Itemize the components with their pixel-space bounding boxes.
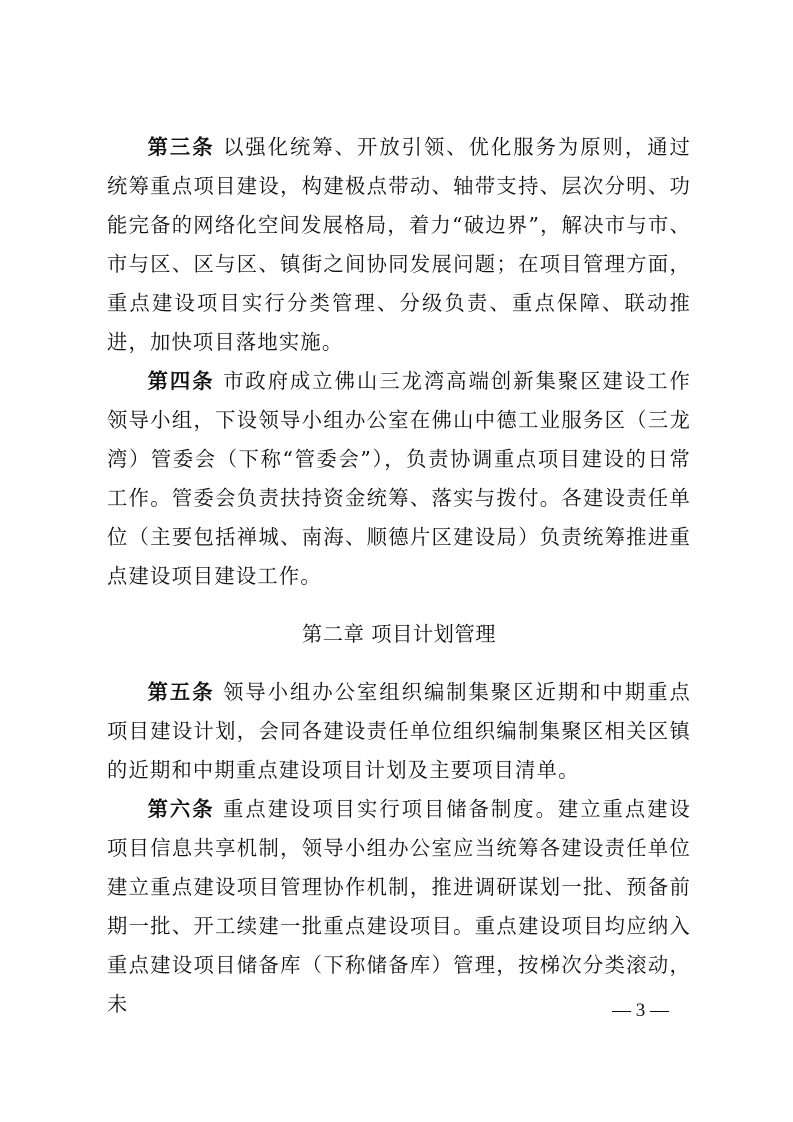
article-text: 领导小组办公室组织编制集聚区近期和中期重点项目建设计划，会同各建设责任单位组织编制集聚区相关区镇的近期和中期重点建设项目计划及主要项目清单。 (107, 680, 691, 782)
article-4 (107, 362, 691, 596)
article-label: 第三条 (147, 135, 215, 159)
article-label: 第六条 (147, 797, 215, 821)
article-text: 重点建设项目实行项目储备制度。建立重点建设项目信息共享机制，领导小组办公室应当统筹各建设责任单位建立重点建设项目管理协作机制，推进调研谋划一批、预备前期一批、开工续建一批重点建设项目。重点建设项目均应纳入重点建设项目储备库（下称储备库）管理，按梯次分类滚动，未 (107, 797, 691, 1016)
article-5 (107, 673, 691, 790)
article-label: 第五条 (147, 680, 215, 704)
page-number: — 3 — (612, 1000, 669, 1021)
page-content (107, 128, 691, 1024)
article-label: 第四条 (147, 369, 215, 393)
article-text: 市政府成立佛山三龙湾高端创新集聚区建设工作领导小组，下设领导小组办公室在佛山中德工业服务区（三龙湾）管委会（下称“管委会”），负责协调重点项目建设的日常工作。管委会负责扶持资金统筹、落实与拨付。各建设责任单位（主要包括禅城、南海、顺德片区建设局）负责统筹推进重点建设项目建设工作。 (107, 369, 691, 588)
article-text: 以强化统筹、开放引领、优化服务为原则，通过统筹重点项目建设，构建极点带动、轴带支持、层次分明、功能完备的网络化空间发展格局，着力“破边界”，解决市与市、市与区、区与区、镇街之间协同发展问题；在项目管理方面，重点建设项目实行分类管理、分级负责、重点保障、联动推进，加快项目落地实施。 (107, 135, 691, 354)
chapter-title: 第二章 项目计划管理 (302, 622, 496, 646)
article-6 (107, 790, 691, 1024)
article-3 (107, 128, 691, 362)
